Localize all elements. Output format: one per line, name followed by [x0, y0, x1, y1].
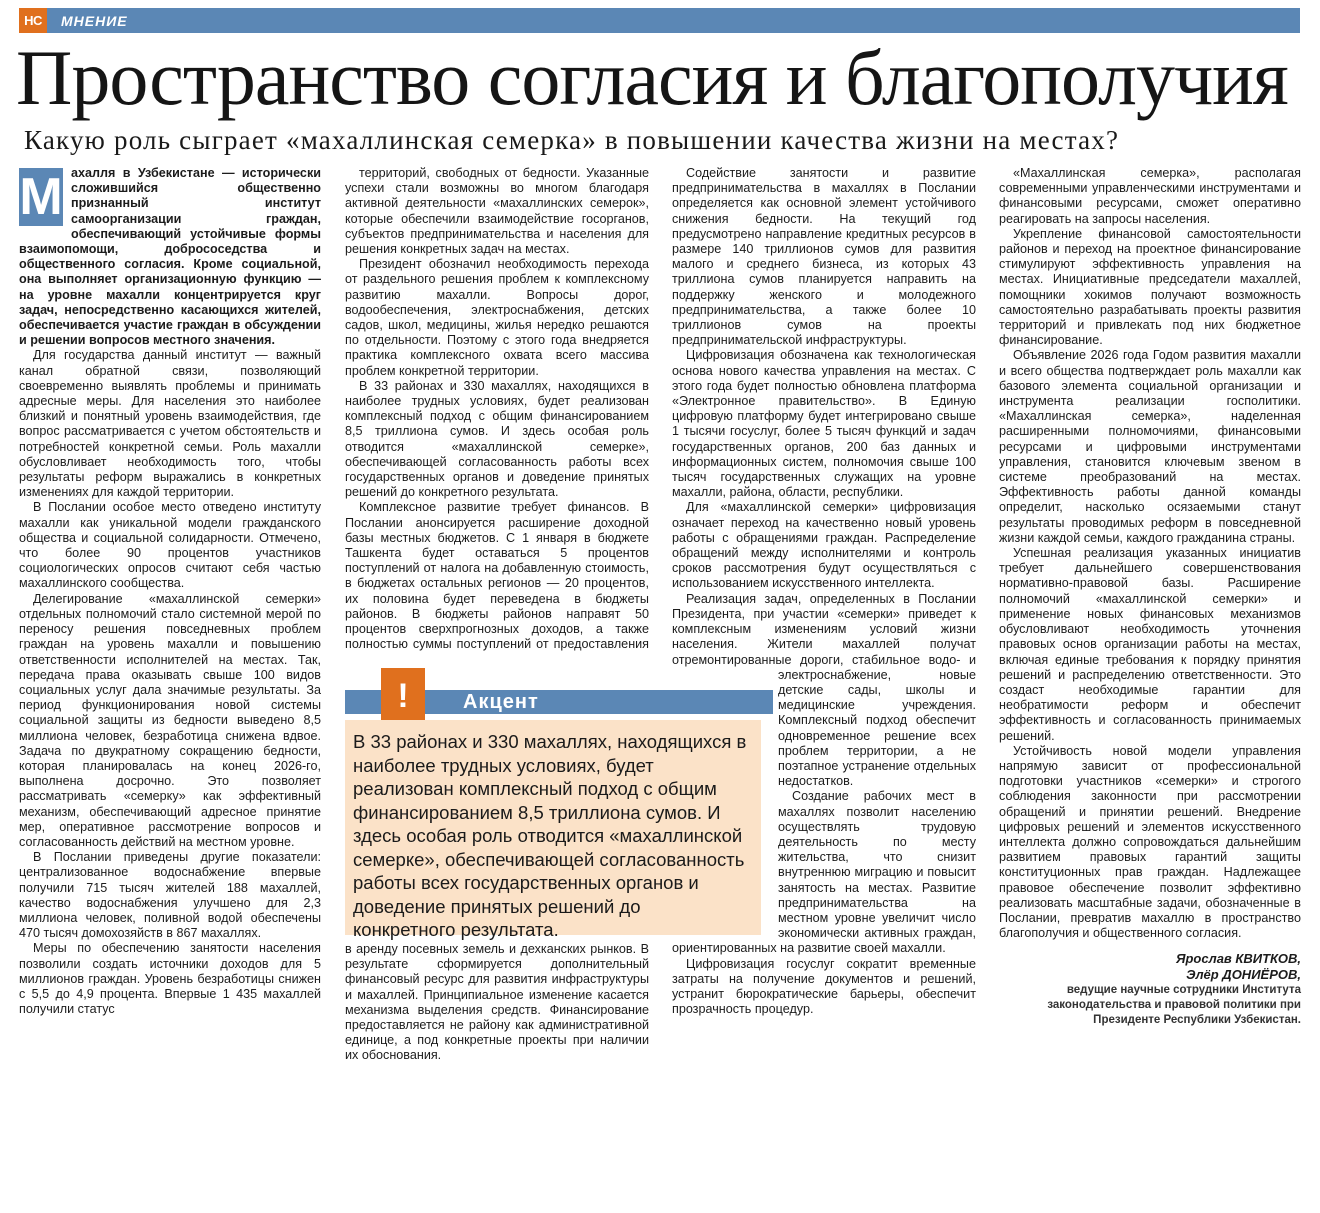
paragraph: Реализация задач, определенных в Послании Президента, при участии «семерки» приведет к комплексным изменениям условий жизни населения. Жители махаллей получат отремонтированные дороги, стабильное водо- и электроснабжение, новые детские сады, школы и медицинские учреждения. Комплексный подход обеспечит одновременное решение всех проблем территории, а не поэтапное устранение отдельных недостатков.	[672, 591, 976, 789]
paragraph: Меры по обеспечению занятости населения позволили создать источники доходов для 5 миллионов граждан. Уровень безработицы снижен с 5,5 до 4,9 процента. Впервые 1 435 махаллей получили статус	[19, 941, 321, 1017]
author-name: Ярослав КВИТКОВ,	[1176, 951, 1301, 967]
signature	[999, 951, 1301, 1028]
lead-text: ахалля в Узбекистане — исторически сложившийся общественно признанный институт самоорганизации граждан, обеспечивающий устойчивые формы взаимопомощи, добрососедства и общественного согласия. Кроме социальной, она выполняет организационную функцию — на уровне махалли концентрируется круг задач, непосредственно касающихся жителей, обеспечивается участие граждан в обсуждении и решении вопросов местного значения.	[19, 166, 321, 348]
paragraph: Цифровизация обозначена как технологическая основа нового качества управления на местах. С этого года будет полностью обновлена платформа «Электронное правительство». В Единую цифровую платформу будет интегрировано свыше 1 тысячи госуслуг, более 5 тысяч функций и задач государственных органов, 200 баз данных и информационных систем, полномочия свыше 100 тысяч государственных служащих на уровне махалли, района, области, республики.	[672, 348, 976, 500]
drop-cap: М	[19, 168, 63, 226]
paragraph-text: Комплексное развитие требует финансов. В Послании анонсируется расширение доходной базы местных бюджетов. С 1 января в бюджете Ташкента будет оставаться 5 процентов поступлений от налога на добавленную стоимость, в бюджетах остальных регионов — 20 процентов, их половина будет переведена в бюджеты районов. В бюджеты районов направят 50 процентов сверхпрогнозных доходов, а также полностью суммы поступлений от предоставления в аренду посевных земель и дехканских рынков. В результате сформируется дополнительный финансовый ресурс для развития инфраструктуры и махаллей. Принципиальное изменение касается механизма выделения средств. Финансирование предоставляется не району как административной единице, а под конкретные проекты при наличии их обоснования.	[345, 500, 649, 1063]
paragraph: территорий, свободных от бедности. Указанные успехи стали возможны во многом благодаря активной деятельности «махаллинских семерок», которые обеспечили взаимодействие госорганов, субъектов предпринимательства и населения для решения конкретных задач на местах.	[345, 166, 649, 257]
paragraph: Президент обозначил необходимость перехода от раздельного решения проблем к комплексному развитию махалли. Вопросы дорог, водообеспечения, электроснабжения, детских садов, школ, медицины, жилья нередко решаются по отдельности. Поэтому с этого года внедряется практика комплексного охвата всего массива проблем конкретной территории.	[345, 257, 649, 378]
article-subtitle: Какую роль сыграет «махаллинская семерка» в повышении качества жизни на местах?	[24, 125, 1120, 155]
rubric-label: МНЕНИЕ	[61, 12, 128, 29]
paragraph: Делегирование «махаллинской семерки» отдельных полномочий стало системной мерой по переносу решения повседневных проблем граждан на уровень махалли и повышению ответственности исполнителей на местах. Так, передача права оказывать свыше 100 видов социальных услуг дала значимые результаты. За период функционирования новой системы социальной защиты из бедности выведено 8,5 миллиона человек, безработица снижена вдвое. Задача по двукратному сокращению бедности, которая планировалась на конец 2026-го, выполнена досрочно. Это позволяет рассматривать «семерку» как эффективный механизм, обеспечивающий адресное принятие мер, оперативное рассмотрение вопросов и согласованность действий на местном уровне.	[19, 591, 321, 849]
paragraph: Укрепление финансовой самостоятельности районов и переход на проектное финансирование стимулируют эффективность управления на местах. Инициативные председатели махаллей, помощники хокимов получают возможность самостоятельно разрабатывать проекты развития территорий и привлекать под них бюджетное финансирование.	[999, 226, 1301, 348]
paragraph: Цифровизация госуслуг сократит временные затраты на получение документов и решений, устранит бюрократические барьеры, обеспечит прозрачность процедур.	[672, 956, 976, 1017]
paragraph: Содействие занятости и развитие предпринимательства в махаллях в Послании определяется как основной элемент устойчивого снижения бедности. На текущий год предусмотрено направление кредитных ресурсов в размере 140 триллионов сумов для развития малого и среднего бизнеса, из которых 43 триллиона сумов планируется направить на поддержку женского и молодежного предпринимательства, а также более 10 триллионов сумов на проекты предпринимательской инфраструктуры.	[672, 166, 976, 348]
paragraph: Объявление 2026 года Годом развития махалли и всего общества подтверждает роль махалли как базового элемента социальной организации и инструмента реализации госполитики. «Махаллинская семерка», наделенная расширенными полномочиями, финансовыми ресурсами и цифровыми инструментами управления, становится ключевым звеном в системе преобразований на местах. Эффективность работы данной команды определит, насколько осязаемыми станут результаты проводимых реформ в повседневной жизни каждой семьи, каждого гражданина страны.	[999, 348, 1301, 545]
lead-paragraph	[19, 166, 321, 348]
author-name: Элёр ДОНИЁРОВ,	[1186, 967, 1301, 983]
paragraph: Для государства данный институт — важный канал обратной связи, позволяющий своевременно выявлять проблемы и принимать адресные меры. Для населения это наиболее близкий и понятный уровень взаимодействия, где вопрос рассматривается с учетом обстоятельств и потребностей конкретной семьи. Роль махалли обусловливает необходимость того, чтобы результаты реформ выражались в конкретных изменениях для каждой территории.	[19, 348, 321, 500]
accent-callout	[345, 668, 775, 938]
paragraph: В Послании особое место отведено институту махалли как уникальной модели гражданского общества и социальной солидарности. Отмечено, что более 90 процентов участников социологических опросов считают себя частью махаллинского сообщества.	[19, 500, 321, 591]
paragraph: Для «махаллинской семерки» цифровизация означает переход на качественно новый уровень работы с обращениями граждан. Распределение обращений между исполнителями и контроль сроков рассмотрения будут осуществляться с использованием искусственного интеллекта.	[672, 500, 976, 591]
article-title: Пространство согласия и благополучия	[16, 34, 1288, 121]
newspaper-logo: НС	[19, 8, 47, 33]
author-role: ведущие научные сотрудники Института законодательства и правовой политики при Президенте Республики Узбекистан.	[1047, 984, 1301, 1027]
paragraph: Устойчивость новой модели управления напрямую зависит от профессиональной подготовки участников «семерки» и строгого соблюдения законности при рассмотрении обращений и принятии решений. Внедрение цифровых решений и элементов искусственного интеллекта должно сопровождаться дальнейшим развитием правовых гарантий защиты конституционных прав граждан. Надлежащее правовое обеспечение позволит эффективно реализовать масштабные задачи, обозначенные в Послании, превратив махаллю в пространство благополучия и общественного согласия.	[999, 743, 1301, 941]
paragraph: Успешная реализация указанных инициатив требует дальнейшего совершенствования нормативно-правовой базы. Расширение полномочий «махаллинской семерки» и применение новых финансовых механизмов обусловливают необходимость уточнения правовых основ организации работы на местах, включая единые требования к порядку принятия решений и распределению ответственности. Это создаст необходимые гарантии для необратимости реформ и обеспечит эффективность и согласованность принимаемых решений.	[999, 546, 1301, 743]
paragraph: В 33 районах и 330 махаллях, находящихся в наиболее трудных условиях, будет реализован комплексный подход с общим финансированием 8,5 триллиона сумов. И здесь особая роль отводится «махаллинской семерке», обеспечивающей согласованность работы всех государственных органов и доведение принятых решений до конкретного результата.	[345, 378, 649, 500]
paragraph: Создание рабочих мест в махаллях позволит населению осуществлять трудовую деятельность по месту жительства, что снизит внутреннюю миграцию и повысит занятость на местах. Развитие предпринимательства на местном уровне увеличит число экономически активных граждан, ориентированных на развитие своей махалли.	[672, 789, 976, 956]
paragraph: В Послании приведены другие показатели: централизованное водоснабжение впервые получили 715 тысяч жителей 188 махаллей, качество водоснабжения улучшено для 2,3 миллиона человек, поливной водой обеспечены 470 тысяч домохозяйств в 867 махаллях.	[19, 850, 321, 941]
exclamation-icon: !	[381, 668, 425, 724]
accent-label: Акцент	[463, 691, 539, 713]
column-4	[999, 166, 1301, 1028]
column-1	[19, 166, 321, 1017]
paragraph: «Махаллинская семерка», располагая современными управленческими инструментами и финансовыми ресурсами, сможет оперативно реагировать на запросы населения.	[999, 166, 1301, 226]
accent-text: В 33 районах и 330 махаллях, находящихся в наиболее трудных условиях, будет реализован комплексный подход с общим финансированием 8,5 триллиона сумов. И здесь особая роль отводится «махаллинской семерке», обеспечивающей согласованность работы всех государственных органов и доведение принятых решений до конкретного результата.	[345, 720, 761, 935]
